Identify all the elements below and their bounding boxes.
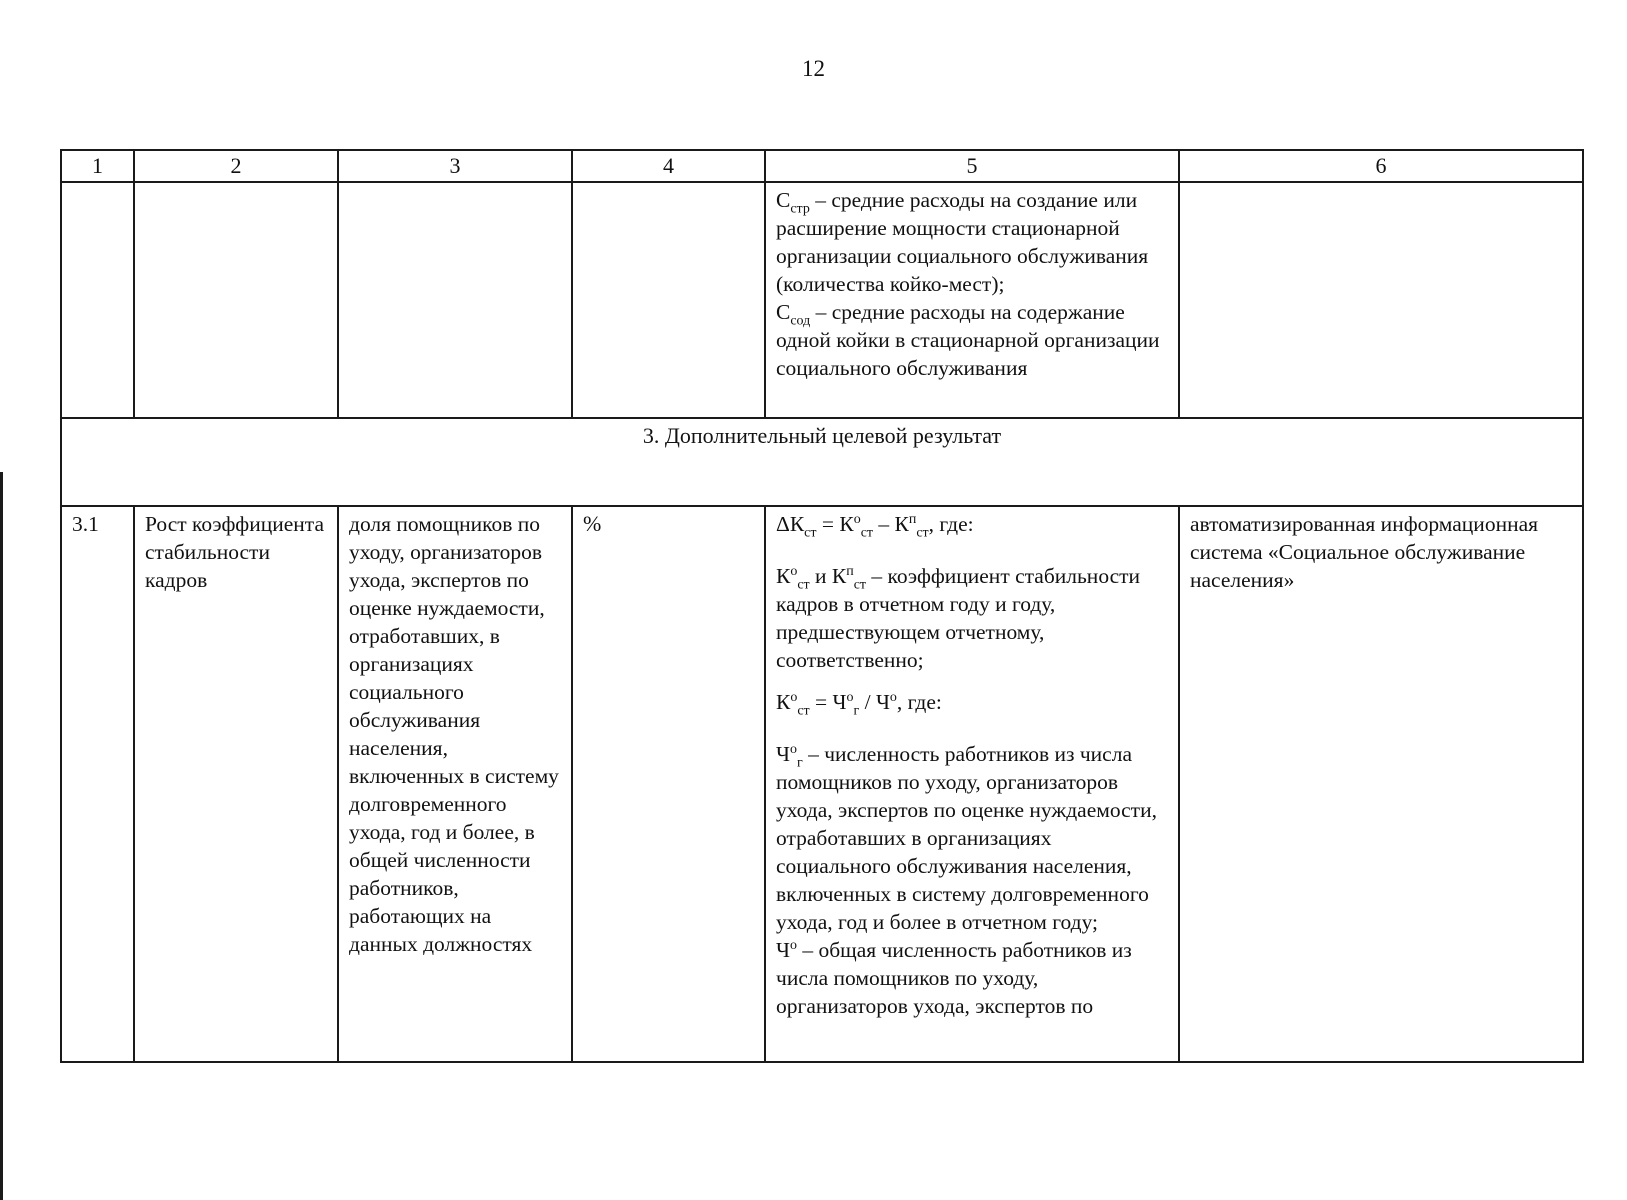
superscript: о bbox=[853, 511, 861, 527]
definition-ch-o bbox=[776, 936, 1168, 1020]
definition-text: – средние расходы на создание или расширение мощности стационарной организации социального обслуживания (количества койко-мест); bbox=[776, 188, 1149, 296]
definition-c-sod bbox=[776, 298, 1168, 382]
formula-part: К bbox=[776, 564, 791, 588]
formula-part: К bbox=[776, 690, 791, 714]
symbol: С bbox=[776, 300, 791, 324]
table-row bbox=[61, 506, 1583, 1062]
formula-delta-k bbox=[776, 510, 1168, 541]
section-heading-row bbox=[61, 418, 1583, 506]
formula-part: , где: bbox=[928, 512, 974, 536]
subscript: ст bbox=[860, 525, 873, 541]
subscript: ст bbox=[916, 525, 929, 541]
definition-text: – коэффициент стабильности кадров в отчетном году и году, предшествующем отчетному, соответственно; bbox=[776, 564, 1141, 672]
formula-part: / Ч bbox=[859, 690, 890, 714]
formula-part: , где: bbox=[896, 690, 942, 714]
formula-part: = Ч bbox=[809, 690, 847, 714]
definition-k bbox=[776, 562, 1168, 674]
page-number: 12 bbox=[802, 56, 825, 81]
formula-part: ΔК bbox=[776, 512, 805, 536]
symbol: С bbox=[776, 188, 791, 212]
subscript: стр bbox=[790, 201, 810, 217]
table-row bbox=[61, 182, 1583, 418]
column-number-3: 3 bbox=[338, 150, 572, 182]
formula-part: и К bbox=[809, 564, 847, 588]
unit-cell: % bbox=[572, 506, 765, 1062]
column-number-5: 5 bbox=[765, 150, 1179, 182]
table-cell-empty bbox=[134, 182, 338, 418]
column-number-2: 2 bbox=[134, 150, 338, 182]
subscript: ст bbox=[804, 525, 817, 541]
calculation-method-cell bbox=[765, 506, 1179, 1062]
section-title: 3. Дополнительный целевой результат bbox=[61, 418, 1583, 506]
table-cell-empty bbox=[338, 182, 572, 418]
formula-part: = К bbox=[816, 512, 854, 536]
column-number-4: 4 bbox=[572, 150, 765, 182]
table-header-row bbox=[61, 150, 1583, 182]
calculation-method-cell bbox=[765, 182, 1179, 418]
definition-text: – средние расходы на содержание одной койки в стационарной организации социального обслуживания bbox=[776, 300, 1160, 380]
superscript: о bbox=[846, 689, 854, 705]
superscript: о bbox=[790, 689, 798, 705]
superscript: о bbox=[789, 937, 797, 953]
indicator-definition-cell: доля помощников по уходу, организаторов ухода, экспертов по оценке нуждаемости, отработавших, в организациях социального обслуживания населения, включенных в систему долговременного ухода, год и более, в общей численности работников, работающих на данных должностях bbox=[338, 506, 572, 1062]
table-cell-empty bbox=[61, 182, 134, 418]
superscript: о bbox=[889, 689, 897, 705]
subscript: ст bbox=[797, 703, 810, 719]
definition-c-str bbox=[776, 186, 1168, 298]
superscript: п bbox=[846, 563, 854, 579]
superscript: п bbox=[908, 511, 917, 527]
definition-ch-og bbox=[776, 740, 1168, 936]
subscript: г bbox=[796, 755, 803, 771]
subscript: ст bbox=[797, 577, 810, 593]
table-cell-empty bbox=[1179, 182, 1583, 418]
formula-k-ost bbox=[776, 688, 1168, 719]
definition-text: – численность работников из числа помощников по уходу, организаторов ухода, экспертов по оценке нуждаемости, отработавших в организациях социального обслуживания населения, включенных в систему долговременного ухода, год и более в отчетном году; bbox=[776, 742, 1157, 934]
spacer bbox=[776, 716, 1168, 740]
scan-edge-line bbox=[0, 472, 3, 1200]
subscript: г bbox=[853, 703, 860, 719]
table-cell-empty bbox=[572, 182, 765, 418]
data-source-cell: автоматизированная информационная система «Социальное обслуживание населения» bbox=[1179, 506, 1583, 1062]
subscript: ст bbox=[853, 577, 867, 593]
column-number-6: 6 bbox=[1179, 150, 1583, 182]
indicator-name-cell: Рост коэффициента стабильности кадров bbox=[134, 506, 338, 1062]
formula-part: Ч bbox=[776, 938, 790, 962]
row-number-cell: 3.1 bbox=[61, 506, 134, 1062]
indicator-table bbox=[60, 149, 1584, 1063]
superscript: о bbox=[790, 563, 798, 579]
column-number-1: 1 bbox=[61, 150, 134, 182]
subscript: сод bbox=[790, 313, 811, 329]
superscript: о bbox=[789, 741, 797, 757]
spacer bbox=[776, 674, 1168, 688]
formula-part: Ч bbox=[776, 742, 790, 766]
formula-part: – К bbox=[873, 512, 909, 536]
definition-text: – общая численность работников из числа помощников по уходу, организаторов ухода, экспертов по bbox=[776, 938, 1132, 1018]
spacer bbox=[776, 538, 1168, 562]
